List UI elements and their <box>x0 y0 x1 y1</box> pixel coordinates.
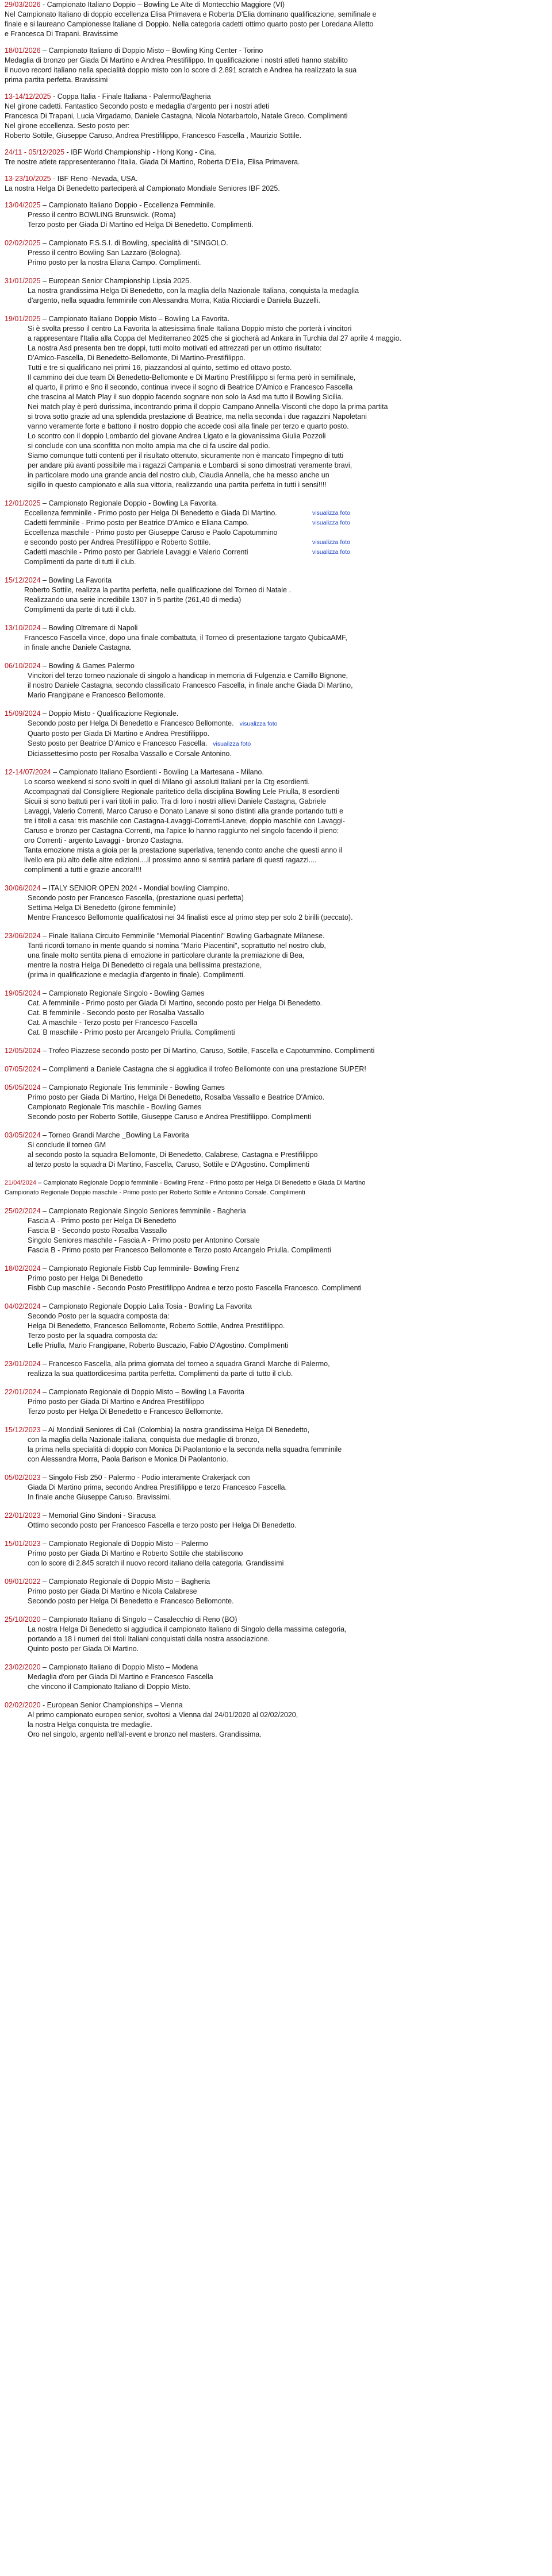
news-entry <box>5 1387 546 1417</box>
entry-date: 05/02/2023 <box>5 1474 41 1482</box>
entry-date: 31/01/2025 <box>5 277 41 285</box>
entry-line-text: Diciassettesimo posto per Rosalba Vassallo e Corsale Antonino. <box>28 750 232 758</box>
news-entry <box>5 1264 546 1293</box>
entry-line: Campionato Regionale Doppio maschile - Primo posto per Roberto Sottile e Antonino Corsale. Complimenti <box>5 1189 305 1196</box>
entry-line: Primo posto per la nostra Eliana Campo. Complimenti. <box>28 259 201 267</box>
entry-heading <box>5 1511 546 1521</box>
entry-date: 15/12/2024 <box>5 576 41 584</box>
entry-line: complimenti a tutti e grazie ancora!!!! <box>24 866 142 874</box>
entry-line: Tre nostre atlete rappresenteranno l'Italia. Giada Di Martino, Roberta D'Elia, Elisa Primavera. <box>5 158 300 166</box>
entry-title: - IBF World Championship - Hong Kong - Cina. <box>64 148 216 156</box>
entry-line-text: Cadetti femminile - Primo posto per Beatrice D'Amico e Eliana Campo. <box>24 519 249 527</box>
entry-heading <box>5 0 546 10</box>
entry-heading <box>5 1473 546 1483</box>
entry-line: mentre la nostra Helga Di Benedetto ci regala una bellissima prestazione, <box>28 961 262 969</box>
entry-title: – Campionato Italiano Esordienti - Bowling La Martesana - Milano. <box>51 768 264 776</box>
entry-line: Primo posto per Giada Di Martino e Nicola Calabrese <box>28 1587 197 1595</box>
entry-line: Quinto posto per Giada Di Martino. <box>28 1645 139 1653</box>
entry-line: Realizzando una serie incredibile 1307 in 5 partite (261,40 di media) <box>24 596 241 604</box>
entry-line-text: Quarto posto per Giada Di Martino e Andrea Prestifilippo. <box>28 730 210 738</box>
entry-line-text: e secondo posto per Andrea Prestifilippo e Roberto Sottile. <box>24 538 211 546</box>
entry-heading <box>5 1206 546 1216</box>
news-entry <box>5 148 546 167</box>
entry-heading <box>5 1577 546 1587</box>
entry-line: Cat. A femminile - Primo posto per Giada Di Martino, secondo posto per Helga Di Benedetto. <box>28 999 323 1007</box>
view-photo-link[interactable]: visualizza foto <box>312 549 350 556</box>
entry-date: 03/05/2024 <box>5 1131 41 1139</box>
entry-title: – Bowling Oltremare di Napoli <box>40 624 138 632</box>
entry-heading <box>5 1700 546 1710</box>
entry-title: - Campionato Italiano Doppio – Bowling Le Alte di Montecchio Maggiore (VI) <box>40 1 285 9</box>
entry-line: Siamo comunque tutti contenti per il risultato ottenuto, sicuramente non è mancato l'impegno di tutti <box>28 452 344 460</box>
entry-line: la prima nella specialità di doppio con Monica Di Paolantonio e la seconda nella squadra femminile <box>28 1445 342 1453</box>
entry-line: (prima in qualificazione e medaglia d'argento in finale). Complimenti. <box>28 971 246 979</box>
news-entry <box>5 623 546 653</box>
entry-heading <box>5 1615 546 1625</box>
entry-heading <box>5 499 546 508</box>
entry-line: Secondo posto per Francesco Fascella, (prestazione quasi perfetta) <box>28 894 244 902</box>
entry-title: – Finale Italiana Circuito Femminile "Memorial Piacentini" Bowling Garbagnate Milanese. <box>40 932 325 940</box>
news-entry <box>5 1178 546 1198</box>
entry-line: Nel Campionato Italiano di doppio eccellenza Elisa Primavera e Roberta D'Elia dominano qualificazione, semifinale e <box>5 10 377 18</box>
entry-line: Presso il centro BOWLING Brunswick. (Roma) <box>28 211 176 219</box>
entry-date: 13-14/12/2025 <box>5 92 51 101</box>
entry-heading <box>5 1539 546 1549</box>
news-entry <box>5 92 546 141</box>
entry-line: Terzo posto per la squadra composta da: <box>28 1332 158 1340</box>
entry-line: Nel girone eccellenza. Sesto posto per: <box>5 122 130 130</box>
entry-date: 12/05/2024 <box>5 1047 41 1055</box>
entry-title: – Campionato Regionale Tris femminile - Bowling Games <box>40 1083 225 1092</box>
view-photo-link[interactable]: visualizza foto <box>312 510 350 516</box>
news-entry <box>5 709 546 759</box>
entry-title: – Campionato Regionale Fisbb Cup femminile- Bowling Frenz <box>40 1264 239 1272</box>
entry-date: 22/01/2023 <box>5 1511 41 1520</box>
entry-title: – Campionato Regionale Doppio femminile - Bowling Frenz - Primo posto per Helga Di Benedetto e Giada Di Martino <box>36 1179 366 1186</box>
entry-line <box>5 538 546 547</box>
entry-heading <box>5 661 546 671</box>
news-entry <box>5 1615 546 1654</box>
entry-title: – Campionato Regionale di Doppio Misto – Bowling La Favorita <box>40 1388 244 1396</box>
entry-title: – Campionato Italiano di Singolo – Casalecchio di Reno (BO) <box>40 1615 237 1624</box>
entry-line-text: Cadetti maschile - Primo posto per Gabriele Lavaggi e Valerio Correnti <box>24 548 248 556</box>
entry-title: – ITALY SENIOR OPEN 2024 - Mondial bowling Ciampino. <box>40 884 230 892</box>
entry-line: Tutti e tre si qualificano nei primi 16, piazzandosi al quinto, settimo ed ottavo posto. <box>28 364 292 372</box>
entry-line: Il cammino dei due team Di Benedetto-Bellomonte e Di Martino Prestifilippo si ferma però in semifinale, <box>28 373 356 381</box>
entry-date: 13-23/10/2025 <box>5 175 51 183</box>
entry-line: Vincitori del terzo torneo nazionale di singolo a handicap in memoria di Fulgenzia e Camillo Bignone, <box>28 672 348 680</box>
entry-title: – Memorial Gino Sindoni - Siracusa <box>40 1511 156 1520</box>
entry-line: vanno veramente forte e battono il nostro doppio che accede così alla finale per terzo e quarto posto. <box>28 422 349 430</box>
entry-line <box>5 719 546 729</box>
news-entry <box>5 1083 546 1122</box>
entry-title: - Coppa Italia - Finale Italiana - Palermo/Bagheria <box>51 92 211 101</box>
entry-line: sigillo in questo campionato e alla sua vittoria, realizzando una partita perfetta in tutti i sensi!!!! <box>28 481 327 489</box>
entry-line: Settima Helga Di Benedetto (girone femminile) <box>28 904 176 912</box>
entry-line: Primo posto per Giada Di Martino, Helga Di Benedetto, Rosalba Vassallo e Beatrice D'Amico. <box>28 1093 325 1101</box>
entry-heading <box>5 931 546 941</box>
entry-title: – Torneo Grandi Marche _Bowling La Favorita <box>40 1131 189 1139</box>
entry-line: Mario Frangipane e Francesco Bellomonte. <box>28 691 166 699</box>
news-entry <box>5 0 546 39</box>
entry-line: Francesca Di Trapani, Lucia Virgadamo, Daniele Castagna, Nicola Notarbartolo, Natale Greco. Complimenti <box>5 112 348 120</box>
entry-date: 19/05/2024 <box>5 989 41 997</box>
entry-date: 04/02/2024 <box>5 1302 41 1310</box>
entry-line: portando a 18 i numeri dei titoli Italiani conquistati dalla nostra associazione. <box>28 1635 270 1643</box>
entry-line: realizza la sua quattordicesima partita perfetta. Complimenti da parte di tutto il club. <box>28 1370 293 1378</box>
entry-heading <box>5 1131 546 1140</box>
entry-line: si trova sotto grazie ad una splendida prestazione di Beatrice, ma nella seconda i due ragazzini Napoletani <box>28 412 367 421</box>
entry-line <box>5 739 546 749</box>
entry-heading <box>5 989 546 998</box>
entry-title: – Campionato Italiano Doppio Misto – Bowling La Favorita. <box>40 315 230 323</box>
entry-title: – Singolo Fisb 250 - Palermo - Podio interamente Crakerjack con <box>40 1474 250 1482</box>
entry-title: – Bowling La Favorita <box>40 576 112 584</box>
entry-heading <box>5 576 546 585</box>
entry-line: La nostra Helga Di Benedetto si aggiudica il campionato Italiano di Singolo della massima categoria, <box>28 1625 347 1633</box>
entry-line: Cat. B maschile - Primo posto per Arcangelo Priulla. Complimenti <box>28 1028 235 1036</box>
entry-line: Roberto Sottile, Giuseppe Caruso, Andrea Prestifilippo, Francesco Fascella , Maurizio Sottile. <box>5 132 302 140</box>
entry-line: Lelle Priulla, Mario Frangipane, Roberto Buscazio, Fabio D'Agostino. Complimenti <box>28 1341 289 1349</box>
entry-line: con la maglia della Nazionale italiana, conquista due medaglie di bronzo, <box>28 1436 260 1444</box>
entry-heading <box>5 1083 546 1093</box>
entry-line <box>5 518 546 528</box>
entry-title: – Trofeo Piazzese secondo posto per Di Martino, Caruso, Sottile, Fascella e Capotummino. Complimenti <box>40 1047 375 1055</box>
view-photo-link[interactable]: visualizza foto <box>312 539 350 546</box>
entry-line: una finale molto sentita piena di emozione in particolare durante la premiazione di Bea, <box>28 951 305 959</box>
entry-date: 05/05/2024 <box>5 1083 41 1092</box>
news-entry <box>5 1425 546 1464</box>
entry-date: 22/01/2024 <box>5 1388 41 1396</box>
entry-line: Primo posto per Giada Di Martino e Roberto Sottile che stabiliscono <box>28 1549 243 1557</box>
entry-date: 18/02/2024 <box>5 1264 41 1272</box>
entry-line: Secondo posto per Roberto Sottile, Giuseppe Caruso e Andrea Prestifilippo. Complimenti <box>28 1113 312 1121</box>
entry-date: 07/05/2024 <box>5 1065 41 1073</box>
entry-line: Nei match play è però durissima, incontrando prima il doppio Campano Annella-Visconti che dopo la prima partita <box>28 403 388 411</box>
entry-line: Helga Di Benedetto, Francesco Bellomonte, Roberto Sottile, Andrea Prestifilippo. <box>28 1322 285 1330</box>
news-entry <box>5 576 546 615</box>
entry-line: Complimenti da parte di tutti il club. <box>24 606 136 614</box>
entry-line: Francesco Fascella vince, dopo una finale combattuta, il Torneo di presentazione targato QubicaAMF, <box>24 634 347 642</box>
entry-line: al secondo posto la squadra Bellomonte, Di Benedetto, Calabrese, Castagna e Prestifilippo <box>28 1151 318 1159</box>
entry-heading <box>5 92 546 102</box>
entry-title: – European Senior Championship Lipsia 2025. <box>40 277 191 285</box>
entry-line: prima partita perfetta. Bravissimi <box>5 76 108 84</box>
entry-line-text: Sesto posto per Beatrice D'Amico e Francesco Fascella. <box>28 739 208 747</box>
entry-line <box>5 749 546 759</box>
entry-heading <box>5 1178 546 1188</box>
entry-title: – Bowling & Games Palermo <box>40 662 135 670</box>
entry-line: Cat. B femminile - Secondo posto per Rosalba Vassallo <box>28 1009 204 1017</box>
entry-line: con lo score di 2.845 scratch il nuovo record italiano della categoria. Grandissimi <box>28 1559 284 1567</box>
news-entry <box>5 1577 546 1606</box>
entry-line: Oro nel singolo, argento nell'all-event e bronzo nel masters. Grandissima. <box>28 1730 262 1738</box>
entry-line: Accompagnati dal Consigliere Regionale paritetico della disciplina Bowling Lele Priulla, 8 esordienti <box>24 788 340 796</box>
news-entry <box>5 1302 546 1351</box>
entry-line: Ottimo secondo posto per Francesco Fascella e terzo posto per Helga Di Benedetto. <box>28 1521 297 1529</box>
entry-heading <box>5 1046 546 1056</box>
entry-date: 18/01/2026 <box>5 47 41 55</box>
entry-line: Campionato Regionale Tris maschile - Bowling Games <box>28 1103 202 1111</box>
entry-date: 12/01/2025 <box>5 499 41 507</box>
entry-line: La nostra grandissima Helga Di Benedetto, con la maglia della Nazionale Italiana, conquista la medaglia <box>28 287 359 295</box>
entry-line: con Alessandra Morra, Paola Barison e Monica Di Paolantonio. <box>28 1455 228 1463</box>
entry-line: Fascia A - Primo posto per Helga Di Benedetto <box>28 1217 177 1225</box>
entry-line: Mentre Francesco Bellomonte qualificatosi nei 34 finalisti esce al primo step per solo 2 birilli (peccato). <box>28 913 353 921</box>
entry-title: – Campionato Italiano di Doppio Misto – Bowling King Center - Torino <box>40 47 263 55</box>
entry-heading <box>5 276 546 286</box>
entry-line: Singolo Seniores maschile - Fascia A - Primo posto per Antonino Corsale <box>28 1236 260 1244</box>
entry-line: Secondo Posto per la squadra composta da: <box>28 1312 170 1320</box>
news-entry <box>5 1473 546 1502</box>
news-entry <box>5 884 546 923</box>
entry-line: Primo posto per Helga Di Benedetto <box>28 1274 143 1282</box>
entry-title: – Ai Mondiali Seniores di Cali (Colombia) la nostra grandissima Helga Di Benedetto, <box>40 1426 310 1434</box>
entry-line: per andare più avanti possibile ma i ragazzi Campania e Lombardi si sono dimostrati veramente bravi, <box>28 461 352 469</box>
entry-line <box>5 528 546 538</box>
entry-heading <box>5 314 546 324</box>
entry-line: Tanti ricordi tornano in mente quando si nomina "Mario Piacentini", soprattutto nel nostro club, <box>28 942 326 950</box>
entry-heading <box>5 709 546 719</box>
view-photo-link[interactable]: visualizza foto <box>213 741 251 747</box>
entry-line: Nel girone cadetti. Fantastico Secondo posto e medaglia d'argento per i nostri atleti <box>5 102 270 110</box>
news-entry <box>5 1700 546 1740</box>
news-entry <box>5 1511 546 1530</box>
entry-heading <box>5 623 546 633</box>
entry-line: Si è svolta presso il centro La Favorita la attesissima finale Italiana Doppio misto che porterà i vincitori <box>28 325 352 333</box>
entry-line-text: Complimenti da parte di tutti il club. <box>24 558 136 566</box>
news-entry <box>5 276 546 306</box>
entry-line: al quarto, il primo e 9no il secondo, continua invece il sogno di Beatrice D'Amico e Francesco Fascella <box>28 383 353 391</box>
entry-title: – Campionato F.S.S.I. di Bowling, specialità di "SINGOLO. <box>40 239 228 247</box>
entry-heading <box>5 238 546 248</box>
entry-line: Medaglia d'oro per Giada Di Martino e Francesco Fascella <box>28 1673 213 1681</box>
entry-line: la nostra Helga conquista tre medaglie. <box>28 1721 152 1729</box>
entry-line: Fascia B - Secondo posto Rosalba Vassallo <box>28 1227 167 1235</box>
entry-line: e Francesca Di Trapani. Bravissime <box>5 30 118 38</box>
entry-line: Fisbb Cup maschile - Secondo Posto Prestifilippo Andrea e terzo posto Fascella Francesco. Complimenti <box>28 1284 362 1292</box>
entry-line: Lo scontro con il doppio Lombardo del giovane Andrea Ligato e la giovanissima Giulia Pozzoli <box>28 432 326 440</box>
entry-line: La nostra Asd presenta ben tre doppi, tutti molto motivati ed attrezzati per un ottimo risultato: <box>28 344 322 352</box>
entry-line: Fascia B - Primo posto per Francesco Bellomonte e Terzo posto Arcangelo Priulla. Complimenti <box>28 1246 331 1254</box>
entry-heading <box>5 46 546 56</box>
entry-line: D'Amico-Fascella, Di Benedetto-Bellomonte, Di Martino-Prestifilippo. <box>28 354 246 362</box>
entry-date: 13/04/2025 <box>5 201 41 209</box>
entry-line: il nuovo record italiano nella specialità doppio misto con lo score di 2.891 scratch e Andrea ha realizzato la sua <box>5 66 357 74</box>
entry-heading <box>5 1425 546 1435</box>
entry-date: 30/06/2024 <box>5 884 41 892</box>
entry-heading <box>5 200 546 210</box>
entry-heading <box>5 1065 546 1074</box>
entry-line: Medaglia di bronzo per Giada Di Martino e Andrea Prestifilippo. In qualificazione i nostri atleti hanno stabilito <box>5 56 348 64</box>
entry-heading <box>5 1264 546 1274</box>
entry-title: – Campionato Regionale Doppio - Bowling La Favorita. <box>40 499 218 507</box>
entry-date: 24/11 - 05/12/2025 <box>5 148 65 156</box>
entry-line: Tanta emozione mista a gioia per la prestazione superlativa, tenendo conto anche che questi anno il <box>24 846 343 854</box>
news-entry <box>5 768 546 875</box>
entry-line: livello era più alto delle altre edizioni....il prossimo anno si sentirà parlare di questi ragazzi.... <box>24 856 317 864</box>
news-entry <box>5 46 546 85</box>
entry-line: in finale anche Daniele Castagna. <box>24 643 132 651</box>
entry-heading <box>5 1663 546 1672</box>
entry-date: 23/06/2024 <box>5 932 41 940</box>
entry-line: Terzo posto per Helga Di Benedetto e Francesco Bellomonte. <box>28 1407 223 1416</box>
news-entry <box>5 1539 546 1568</box>
entry-title: – Campionato Italiano di Doppio Misto – Modena <box>40 1663 198 1671</box>
entry-line: Primo posto per Giada Di Martino e Andrea Prestifilippo <box>28 1398 205 1406</box>
entry-line: che vincono il Campionato Italiano di Doppio Misto. <box>28 1683 191 1691</box>
entry-heading <box>5 1359 546 1369</box>
entry-line: Terzo posto per Giada Di Martino ed Helga Di Benedetto. Complimenti. <box>28 221 254 229</box>
entry-heading <box>5 174 546 184</box>
entry-date: 02/02/2020 <box>5 1701 41 1709</box>
news-entry <box>5 1065 546 1074</box>
entry-heading <box>5 768 546 777</box>
entry-date: 13/10/2024 <box>5 624 41 632</box>
entry-line: Sicuii si sono battuti per i vari titoli in palio. Tra di loro i nostri allievi Daniele Castagna, Gabriele <box>24 797 327 805</box>
entry-line: Presso il centro Bowling San Lazzaro (Bologna). <box>28 249 182 257</box>
entry-line-text: Eccellenza femminile - Primo posto per Helga Di Benedetto e Giada Di Martino. <box>24 509 277 517</box>
entry-line: si conclude con una sconfitta non molto ampia ma che ci fa uscire dal podio. <box>28 442 270 450</box>
entry-date: 23/01/2024 <box>5 1360 41 1368</box>
entry-line <box>5 547 546 557</box>
news-entry <box>5 238 546 268</box>
entry-date: 02/02/2025 <box>5 239 41 247</box>
entry-line <box>5 729 546 739</box>
entry-line: La nostra Helga Di Benedetto parteciperà al Campionato Mondiale Seniores IBF 2025. <box>5 184 280 192</box>
entry-line: al terzo posto la squadra Di Martino, Fascella, Caruso, Sottile e D'Agostino. Complimenti <box>28 1160 310 1169</box>
entry-date: 15/09/2024 <box>5 709 41 718</box>
entry-line <box>5 557 546 567</box>
entry-title: – Campionato Regionale di Doppio Misto – Bagheria <box>40 1578 210 1586</box>
entry-line-text: Eccellenza maschile - Primo posto per Giuseppe Caruso e Paolo Capotummino <box>24 529 278 537</box>
entry-line: Lavaggi, Valerio Correnti, Marco Caruso e Donato Lanave si sono distinti alla grande portando tutti e <box>24 807 343 815</box>
news-entry <box>5 1663 546 1692</box>
entry-line: tre i titoli a casa: tris maschile con Castagna-Lavaggi-Correnti-Laneve, doppio maschile con Lavaggi- <box>24 817 345 825</box>
entry-line: Si conclude il torneo GM <box>28 1141 106 1149</box>
entry-title: – Complimenti a Daniele Castagna che si aggiudica il trofeo Bellomonte con una prestazione SUPER! <box>40 1065 366 1073</box>
news-entry <box>5 1206 546 1255</box>
entry-line: In finale anche Giuseppe Caruso. Bravissimi. <box>28 1493 171 1501</box>
entry-line: d'argento, nella squadra femminile con Alessandra Morra, Katia Ricciardi e Daniela Buzzelli. <box>28 296 320 304</box>
entry-date: 09/01/2022 <box>5 1578 41 1586</box>
entry-title: - IBF Reno -Nevada, USA. <box>51 175 138 183</box>
entry-title: – Campionato Regionale Singolo - Bowling Games <box>40 989 205 997</box>
view-photo-link[interactable]: visualizza foto <box>312 519 350 526</box>
entry-date: 19/01/2025 <box>5 315 41 323</box>
entry-date: 12-14/07/2024 <box>5 768 51 776</box>
entry-line: a rappresentare l'Italia alla Coppa del Mediterraneo 2025 che si giocherà ad Ankara in Turchia dal 27 aprile 4 maggio. <box>28 334 402 342</box>
news-entry <box>5 200 546 230</box>
entry-line: Giada Di Martino prima, secondo Andrea Prestifilippo e terzo Francesco Fascella. <box>28 1483 287 1491</box>
entry-title: – Francesco Fascella, alla prima giornata del torneo a squadra Grandi Marche di Palermo, <box>40 1360 330 1368</box>
entry-title: – Campionato Regionale di Doppio Misto – Palermo <box>40 1540 208 1548</box>
entry-line: Cat. A maschile - Terzo posto per Francesco Fascella <box>28 1019 198 1027</box>
news-entry <box>5 1046 546 1056</box>
entry-line: Secondo posto per Helga Di Benedetto e Francesco Bellomonte. <box>28 1597 234 1605</box>
entry-title: – Doppio Misto - Qualificazione Regionale. <box>40 709 179 718</box>
entry-date: 25/10/2020 <box>5 1615 41 1624</box>
entry-title: – Campionato Regionale Doppio Lalia Tosia - Bowling La Favorita <box>40 1302 252 1310</box>
entry-heading <box>5 148 546 157</box>
entry-title: – Campionato Regionale Singolo Seniores femminile - Bagheria <box>40 1207 246 1215</box>
news-entry <box>5 661 546 700</box>
view-photo-link[interactable]: visualizza foto <box>239 720 278 727</box>
entry-line: oro Correnti - argento Lavaggi - bronzo Castagna. <box>24 836 183 844</box>
entry-date: 29/03/2026 <box>5 1 41 9</box>
entry-date: 25/02/2024 <box>5 1207 41 1215</box>
entry-title: - European Senior Championships – Vienna <box>40 1701 183 1709</box>
entry-date: 15/01/2023 <box>5 1540 41 1548</box>
entry-line: Roberto Sottile, realizza la partita perfetta, nelle qualificazione del Torneo di Natale . <box>24 586 291 594</box>
entry-line: Al primo campionato europeo senior, svoltosi a Vienna dal 24/01/2020 al 02/02/2020, <box>28 1711 298 1719</box>
entry-line: finale e si laureano Campionesse Italiane di Doppio. Nella categoria cadetti ottimo quarto posto per Loredana Alletto <box>5 20 374 28</box>
entry-heading <box>5 1302 546 1312</box>
entry-heading <box>5 884 546 893</box>
entry-line: che trascina al Match Play il suo doppio facendo sognare non solo la Asd ma tutto il Bowling Sicilia. <box>28 393 343 401</box>
entry-line: Caruso e bronzo per Castagna-Correnti, ma l'apice lo hanno raggiunto nel singolo facendo il pieno: <box>24 827 339 835</box>
news-entry <box>5 314 546 490</box>
entry-line: Lo scorso weekend si sono svolti in quel di Milano gli assoluti Italiani per la Ctg esordienti. <box>24 778 310 786</box>
news-entry <box>5 989 546 1038</box>
entry-line: il nostro Daniele Castagna, secondo classificato Francesco Fascella, in finale anche Giada Di Martino, <box>28 681 353 689</box>
entry-line: in particolare modo una grande ancia del nostro club, Claudia Annella, che ha messo anche un <box>28 471 329 479</box>
entry-date: 06/10/2024 <box>5 662 41 670</box>
entry-line-text: Secondo posto per Helga Di Benedetto e Francesco Bellomonte. <box>28 719 234 727</box>
news-entry <box>5 931 546 980</box>
entry-date: 23/02/2020 <box>5 1663 41 1671</box>
news-entry <box>5 1359 546 1379</box>
entry-heading <box>5 1387 546 1397</box>
news-entry <box>5 1131 546 1170</box>
news-entry <box>5 174 546 194</box>
news-entry <box>5 499 546 567</box>
entry-line <box>5 508 546 518</box>
entry-title: – Campionato Italiano Doppio - Eccellenza Femminile. <box>40 201 216 209</box>
entry-date: 15/12/2023 <box>5 1426 41 1434</box>
entry-date: 21/04/2024 <box>5 1179 37 1186</box>
